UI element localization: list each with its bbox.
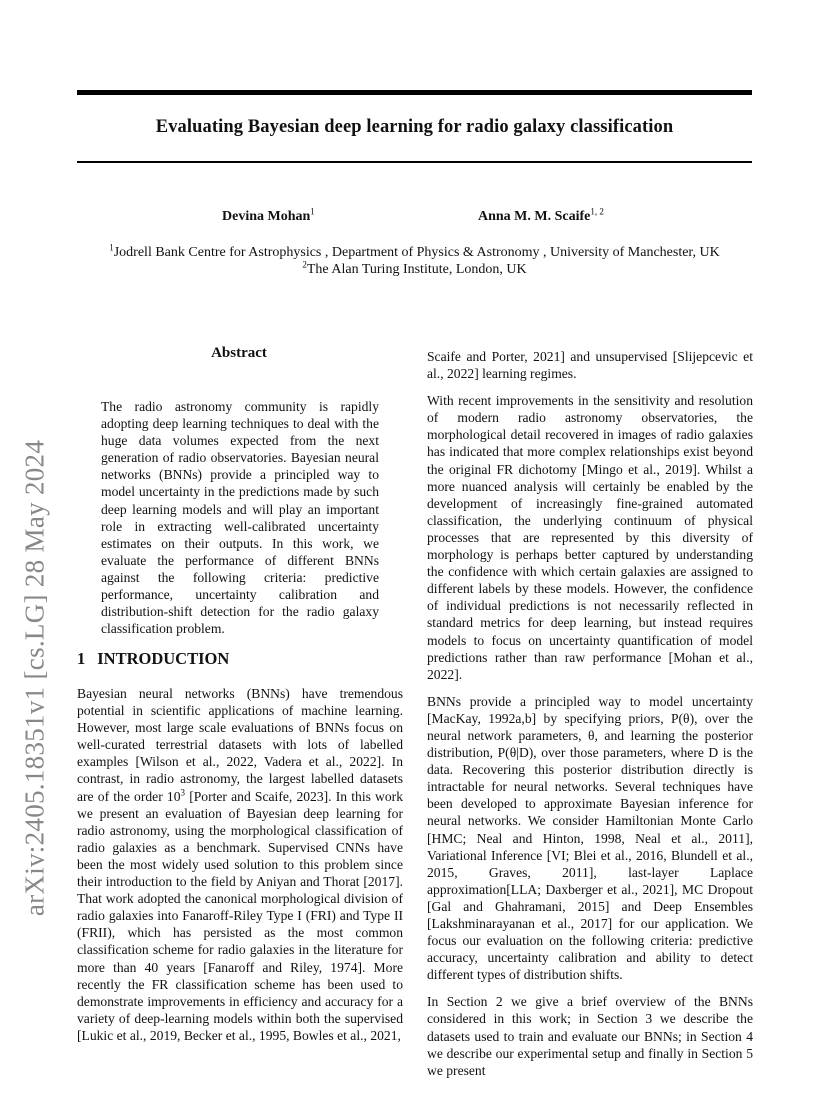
- section-heading: [77, 649, 229, 669]
- affil-mark: 1: [109, 242, 114, 253]
- author-2: [478, 206, 604, 225]
- affiliation-2: [77, 261, 752, 278]
- abstract-heading: Abstract: [211, 345, 267, 361]
- paper-title: Evaluating Bayesian deep learning for radio galaxy classification: [155, 117, 674, 137]
- author-affil-mark: 1: [310, 206, 315, 217]
- affiliations: [77, 244, 752, 278]
- intro-paragraph-1: [77, 685, 403, 1044]
- author-name: Devina Mohan: [222, 209, 311, 224]
- author-1: [222, 206, 315, 225]
- section-title: INTRODUCTION: [97, 649, 230, 668]
- intro-paragraph-2: With recent improvements in the sensitivity and resolution of modern radio astronomy observatories, the morphological detail recovered in images of radio galaxies has indicated that more complex relationships exist beyond the original FR dichotomy [Mingo et al., 2019]. Whilst a more nuanced analysis will certainly be enabled by the development of increasingly fine-grained automated classification, the underlying continuum of physical processes that are represented by this diversity of morphology is perhaps better captured by understanding the confidence with which certain galaxies are assigned to different labels by these models. However, the confidence of individual predictions is not necessarily reflected in standard metrics for deep learning, but instead requires models to focus on uncertainty quantification of model predictions rather than raw performance [Mohan et al., 2022].: [427, 393, 753, 682]
- intro-paragraph-cont: Scaife and Porter, 2021] and unsupervised [Slijepcevic et al., 2022] learning regimes.: [427, 349, 753, 382]
- affil-mark: 2: [302, 259, 307, 270]
- author-name: Anna M. M. Scaife: [478, 209, 591, 224]
- top-rule: [77, 90, 752, 95]
- affil-text: Jodrell Bank Centre for Astrophysics , Department of Physics & Astronomy , University of Manchester, UK: [113, 245, 720, 260]
- abstract-paragraph: The radio astronomy community is rapidly adopting deep learning techniques to deal with the huge data volumes expected from the next generation of radio observatories. Bayesian neural networks (BNNs) provide a principled way to model uncertainty in the predictions made by such deep learning models and will play an important role in extracting well-calibrated uncertainty estimates on their outputs. In this work, we evaluate the performance of different BNNs against the following criteria: predictive performance, uncertainty calibration and distribution-shift detection for the radio galaxy classification problem.: [101, 399, 379, 637]
- affil-text: The Alan Turing Institute, London, UK: [306, 262, 527, 277]
- affiliation-1: [77, 244, 752, 261]
- arxiv-stamp: arXiv:2405.18351v1 [cs.LG] 28 May 2024: [19, 439, 50, 917]
- author-affil-mark: 1, 2: [590, 206, 604, 217]
- intro-text-a: Bayesian neural networks (BNNs) have tremendous potential in scientific applications of machine learning. However, most large scale evaluations of BNNs focus on well-curated terrestrial datasets with lots of labelled examples [Wilson et al., 2022, Vadera et al., 2022]. In contrast, in radio astronomy, the largest labelled datasets are of the order 10: [77, 686, 403, 804]
- intro-paragraph-3: BNNs provide a principled way to model uncertainty [MacKay, 1992a,b] by specifying priors, P(θ), over the neural network parameters, θ, and learning the posterior distribution, P(θ|D), over those parameters, where D is the data. Recovering this posterior distribution directly is intractable for neural networks. Several techniques have been developed to approximate Bayesian inference for neural networks. We consider Hamiltonian Monte Carlo [HMC; Neal and Hinton, 1998, Neal et al., 2011], Variational Inference [VI; Blei et al., 2016, Blundell et al., 2015, Graves, 2011], last-layer Laplace approximation[LLA; Daxberger et al., 2021], MC Dropout [Gal and Ghahramani, 2015] and Deep Ensembles [Lakshminarayanan et al., 2017] for our application. We focus our evaluation on the following criteria: predictive accuracy, uncertainty calibration and ability to detect different types of distribution shifts.: [427, 693, 753, 983]
- exponent: 3: [180, 787, 186, 798]
- section-number: 1: [77, 649, 86, 668]
- intro-paragraph-4: In Section 2 we give a brief overview of the BNNs considered in this work; in Section 3 we describe the datasets used to train and evaluate our BNNs; in Section 4 we describe our experimental setup and finally in Section 5 we present: [427, 994, 753, 1078]
- abstract-text: [101, 398, 379, 637]
- title-underline: [77, 161, 752, 163]
- intro-left-column: [77, 685, 403, 1044]
- intro-text-b: [Porter and Scaife, 2023]. In this work we present an evaluation of Bayesian deep learning for radio astronomy, using the morphological classification of radio galaxies as a benchmark. Supervised CNNs have been the most widely used solution to this problem since their introduction to the field by Aniyan and Thorat [2017]. That work adopted the canonical morphological division of radio galaxies into Fanaroff-Riley Type I (FRI) and Type II (FRII), which has persisted as the most common classification scheme for radio galaxies in the literature for more than 40 years [Fanaroff and Riley, 1974]. More recently the FR classification scheme has been used to demonstrate improvements in efficiency and accuracy for a variety of deep-learning models within both the supervised [Lukic et al., 2019, Becker et al., 1995, Bowles et al., 2021,: [77, 788, 403, 1043]
- intro-right-column: [427, 348, 753, 1079]
